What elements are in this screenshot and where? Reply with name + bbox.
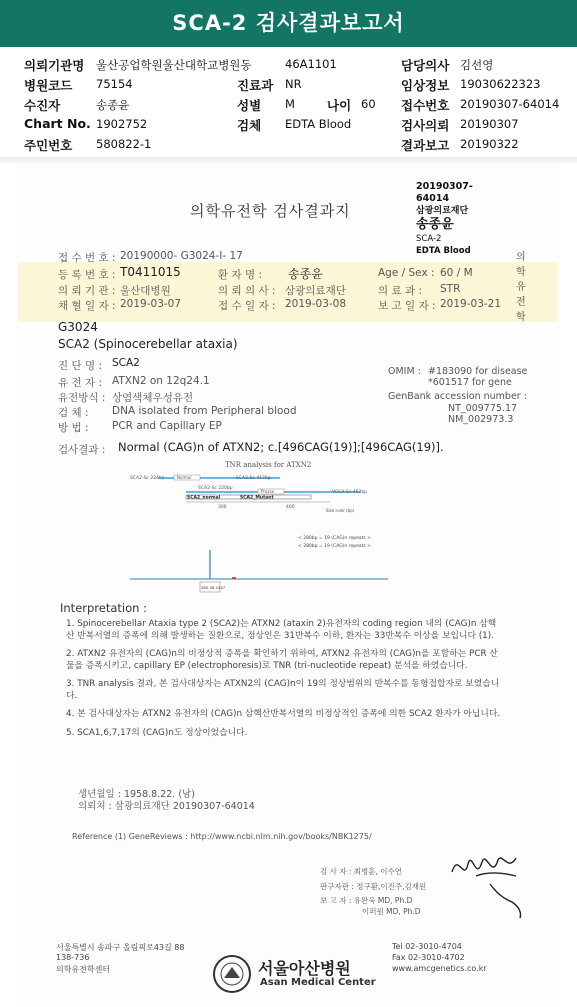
address-line-3: 의학유전학센터 <box>56 965 111 974</box>
sig-reviewer: 판구자판 : 정구환,이진주,김재원 <box>320 882 427 891</box>
value-hospital-code: 75154 <box>96 77 133 91</box>
stamp-test: SCA-2 <box>416 234 442 244</box>
label-age: 나이 <box>327 98 352 113</box>
label-agesex: Age / Sex : <box>378 267 435 279</box>
requester-line: 의뢰처 : 삼광의료재단 20190307-64014 <box>78 801 255 812</box>
value-specimen: EDTA Blood <box>285 117 352 131</box>
test-code: G3024 <box>58 320 98 334</box>
stamp-org: 삼광의료재단 <box>416 206 469 216</box>
label-reg: 등 록 번 호 : <box>58 269 116 281</box>
label-chart-no: Chart No. <box>24 116 91 131</box>
tnr-label-8: SCA2_Mutant <box>240 495 274 501</box>
tnr-title: TNR analysis for ATXN2 <box>225 461 312 469</box>
value-omim-2: *601517 for gene <box>428 377 512 388</box>
label-report-date: 결과보고 <box>401 138 450 153</box>
value-report-date: 20190322 <box>460 137 519 151</box>
tnr-peak-label: 280.38 2447 <box>201 585 226 590</box>
sig-reporter-2: 이퍼원 MD, Ph.D <box>362 907 421 916</box>
tnr-peak-2: < 280bp = 19 (CAG)n repeats > <box>298 544 371 549</box>
handwritten-signature <box>446 842 528 922</box>
label-request-date: 검사의뢰 <box>401 118 450 133</box>
label-hospital-code: 병원코드 <box>24 78 73 93</box>
stamp-patient: 송종윤 <box>416 217 454 232</box>
value-genbank-1: NT_009775.17 <box>448 403 518 414</box>
value-reg: T0411015 <box>120 265 181 279</box>
value-doctor: 김선영 <box>460 58 494 72</box>
label-gene: 유 전 자 : <box>58 377 102 389</box>
interp-item-2: 2. ATXN2 유전자의 (CAG)n의 비정상적 증폭을 확인하기 위하여, ATXN2 유전자의 (CAG)n을 포함하는 PCR 산물을 증폭시키고, capillary EP (electrophoresis)로 TNR (tri-nucleotide repeat) 분석을 하였습니다. <box>66 649 498 671</box>
value-institution-code: 46A1101 <box>285 57 337 71</box>
label-sex: 성별 <box>237 98 262 113</box>
label-collect: 채 혈 일 자 : <box>58 300 116 312</box>
label-method: 방 법 : <box>58 422 89 434</box>
label-inst: 의 뢰 기 관 : <box>58 285 116 297</box>
value-ward: STR <box>440 283 461 295</box>
label-receipt-no: 접수번호 <box>401 98 450 113</box>
website-link[interactable]: www.amcgenetics.co.kr <box>392 964 487 973</box>
value-department: NR <box>285 77 302 91</box>
value-inst: 울산대병원 <box>120 285 171 297</box>
value-gene: ATXN2 on 12q24.1 <box>112 375 210 387</box>
value-genbank-2: NM_002973.3 <box>448 414 514 425</box>
label-ward: 의 료 과 : <box>378 285 422 297</box>
interp-item-4: 4. 본 검사대상자는 ATXN2 유전자의 (CAG)n 삼핵산반복서열의 비정상적인 증폭에 의한 SCA2 환자가 아닙니다. <box>66 709 501 719</box>
signature-stroke <box>452 858 521 918</box>
interp-item-1: 1. Spinocerebellar Ataxia type 2 (SCA2)는 ATXN2 (ataxin 2)유전자의 coding region 내의 (CAG)n 삼핵산 반복서열의 증폭에 의해 발생하는 질환으로, 정상인은 31반복수 이하, 환자는 33반복수 이상을 보입니다 (1). <box>66 619 497 641</box>
value-chart-no: 1902752 <box>96 117 148 131</box>
label-genbank: GenBank accession number : <box>388 391 527 402</box>
hospital-name-en: Asan Medical Center <box>260 977 376 988</box>
sample-stamp <box>416 181 504 257</box>
label-recv: 접 수 일 자 : <box>218 300 276 312</box>
sig-tester: 검 사 자 : 최병훈, 이수연 <box>320 867 403 876</box>
label-department: 진료과 <box>237 78 274 93</box>
label-clinical-info: 임상정보 <box>401 78 450 93</box>
dob-line: 생년월일 : 1958.8.22. (남) <box>78 789 195 800</box>
label-institution: 의뢰기관명 <box>24 58 85 73</box>
label-patient: 수진자 <box>24 98 61 113</box>
label-req-doctor: 의 뢰 의 사 : <box>218 285 276 297</box>
label-doctor: 담당의사 <box>401 58 450 73</box>
info-table <box>0 47 577 155</box>
value-req-doctor: 삼광의료재단 <box>285 285 346 297</box>
emblem-mark <box>224 967 240 978</box>
fax-line: Fax 02-3010-4702 <box>392 953 465 962</box>
value-sex: M <box>285 97 295 111</box>
label-resident-no: 주민번호 <box>24 138 73 153</box>
label-sample: 검 체 : <box>58 407 89 419</box>
stamp-specimen: EDTA Blood <box>416 246 471 256</box>
value-age: 60 <box>361 97 376 111</box>
value-clinical-info: 19030622323 <box>460 77 541 91</box>
value-method: PCR and Capillary EP <box>112 420 222 432</box>
interp-item-3: 3. TNR analysis 결과, 본 검사대상자는 ATXN2의 (CAG)n이 19의 정상범위의 반복수를 동형접합자로 보였습니다. <box>66 679 500 701</box>
label-patient-name: 환 자 명 : <box>218 269 262 281</box>
tnr-label-2: Normal <box>177 475 192 480</box>
label-diag: 진 단 명 : <box>58 360 102 372</box>
value-omim-1: #183090 for disease <box>428 366 528 377</box>
label-specimen: 검체 <box>237 118 262 133</box>
value-patient: 송종윤 <box>96 98 130 112</box>
value-inherit: 상염색체우성유전 <box>112 392 194 404</box>
tel-line: Tel 02-3010-4704 <box>392 942 462 951</box>
value-result: Normal (CAG)n of ATXN2; c.[496CAG(19)];[496CAG(19)]. <box>118 440 444 454</box>
value-report: 2019-03-21 <box>440 298 502 310</box>
label-omim: OMIM : <box>388 366 421 377</box>
value-request-date: 20190307 <box>460 117 519 131</box>
tnr-tick-400: 400 <box>286 505 295 510</box>
value-institution: 울산공업학원울산대학교병원동 <box>96 58 252 72</box>
tnr-label-6: VCCA-Sc 463bp <box>332 490 368 495</box>
value-collect: 2019-03-07 <box>120 298 182 310</box>
interp-item-5: 5. SCA1,6,7,17의 (CAG)n도 정상이었습니다. <box>66 727 248 738</box>
value-receipt-no: 20190307-64014 <box>460 97 560 111</box>
label-inherit: 유전방식 : <box>58 392 106 404</box>
side-label: 의학유전학 <box>516 252 526 323</box>
sig-reporter: 보 고 자 : 유완욱 MD, Ph.D <box>320 896 413 905</box>
tnr-analysis-figure <box>130 458 390 593</box>
interpretation-title: Interpretation : <box>60 601 147 615</box>
value-recv: 2019-03-08 <box>285 298 347 310</box>
reference-line: Reference (1) GeneReviews : http://www.ncbi.nlm.nih.gov/books/NBK1275/ <box>72 832 372 841</box>
tnr-tick-300: 300 <box>218 505 227 510</box>
label-result: 검사결과 : <box>58 444 106 456</box>
tnr-label-5: Proxse <box>261 489 275 494</box>
address-line-2: 138-736 <box>56 953 90 962</box>
tnr-label-1: SCA2-Sc 224bp <box>130 476 165 481</box>
report-title-bar <box>0 0 577 47</box>
value-diag: SCA2 <box>112 357 140 369</box>
divider <box>0 157 577 165</box>
interpretation-list <box>66 619 503 739</box>
tnr-label-3: SCA2-Sc 417bp <box>236 476 271 481</box>
asan-logo-icon <box>213 955 251 993</box>
value-agesex: 60 / M <box>440 267 473 279</box>
label-report: 보 고 일 자 : <box>378 300 436 312</box>
value-sample: DNA isolated from Peripheral blood <box>112 405 297 417</box>
value-resident-no: 580822-1 <box>96 137 152 151</box>
address-line-1: 서울특별시 송파구 올림픽로43길 88 <box>56 943 185 952</box>
hospital-name: 서울아산병원 <box>258 959 351 978</box>
report-title: SCA-2 검사결과보고서 <box>172 11 405 35</box>
asan-emblem-icon <box>215 957 249 991</box>
value-patient-name: 송종윤 <box>288 267 323 281</box>
label-receipt: 접 수 번 호 : <box>58 252 116 264</box>
value-receipt: 20190000- G3024-I- 17 <box>120 250 243 262</box>
stamp-receipt: 20190307-64014 <box>416 181 473 204</box>
tnr-peak-1: < 280bp = 19 (CAG)n repeats > <box>298 536 371 541</box>
tnr-label-7: SCA2_normal <box>187 495 221 501</box>
test-name: SCA2 (Spinocerebellar ataxia) <box>58 337 238 351</box>
tnr-label-4: SCA2-Sc 220bp <box>198 486 233 491</box>
report-heading: 의학유전학 검사결과지 <box>190 202 351 220</box>
tnr-axis-label: Size ruler (bp) <box>326 508 355 513</box>
